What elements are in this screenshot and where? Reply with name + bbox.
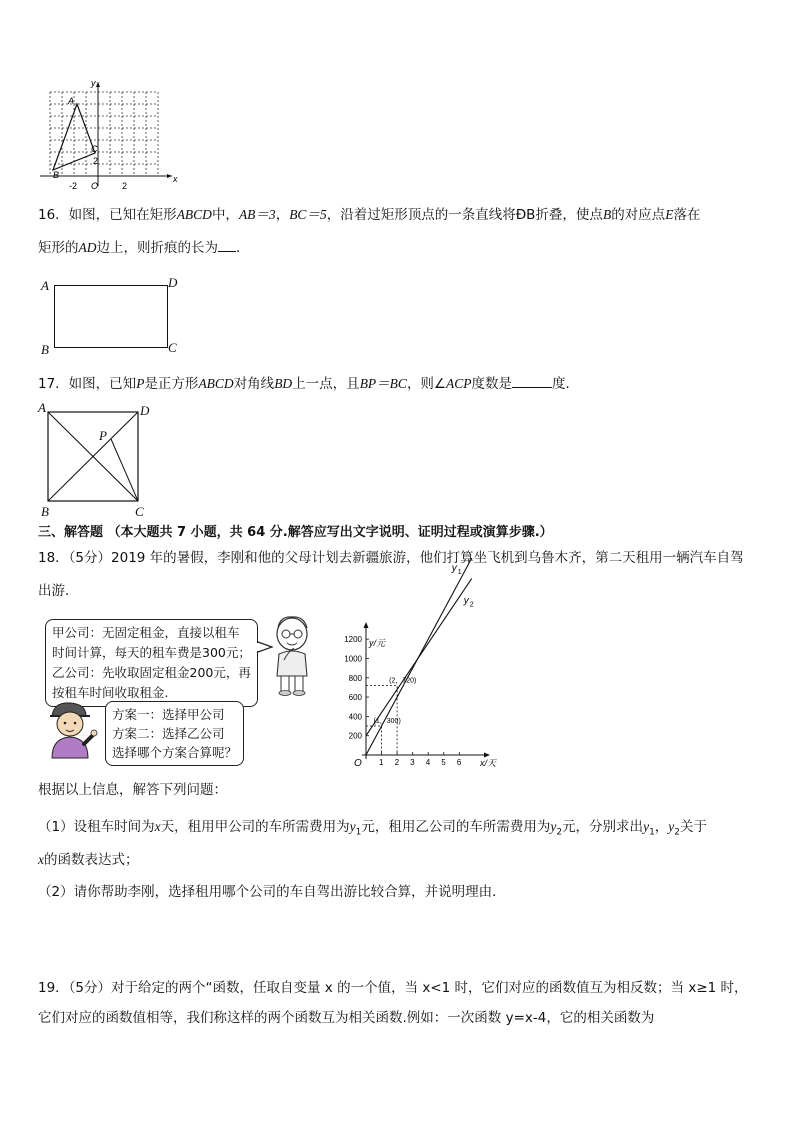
tick-2-x: 2 <box>122 181 128 191</box>
q16-answer-blank <box>218 237 236 252</box>
q16-label-b: B <box>41 342 49 357</box>
q16-line2: 矩形的AD边上，则折痕的长为 ． <box>38 237 250 258</box>
q16-label-c: C <box>168 340 177 355</box>
q16-rectangle-figure <box>54 285 168 348</box>
chart-y-arrow <box>364 622 369 628</box>
axis-x-label: x <box>173 174 178 184</box>
chart-y-tick-label: 600 <box>348 693 362 703</box>
q17-label-d: D <box>140 403 150 418</box>
chart-y-tick-label: 200 <box>348 731 362 741</box>
chart-series-y2 <box>366 578 472 735</box>
point-c-label: C <box>91 144 98 154</box>
chart-y-axis-label: y/元 <box>369 638 386 648</box>
chart-origin-label: O <box>354 758 362 769</box>
q16-line1: 16．如图，已知在矩形ABCD中，AB＝3，BC＝5，沿着过矩形顶点的一条直线将ÐB折叠，使点B的对应点E落在 <box>38 207 701 223</box>
bubble2-line: 方案二：选择乙公司 <box>112 726 225 741</box>
chart-series-label-y2: y <box>463 595 469 607</box>
q16-label-a: A <box>41 278 49 293</box>
chart-x-tick-label: 5 <box>441 758 446 767</box>
boy-cartoon-icon <box>46 700 98 760</box>
tick-2-y: 2 <box>93 156 99 166</box>
chart-y-tick-label: 1000 <box>344 654 362 664</box>
bubble1-line: 甲公司：无固定租金，直接以租车 <box>52 625 240 640</box>
q18-line2: 出游． <box>38 583 79 599</box>
section-3-heading: 三、解答题 （本大题共 7 小题，共 64 分.解答应写出文字说明、证明过程或演算步骤.） <box>38 525 553 540</box>
q18-prompt: 根据以上信息，解答下列问题： <box>38 782 227 798</box>
bubble1-line: 按租车时间收取租金. <box>52 685 169 700</box>
q17-label-c: C <box>135 504 144 519</box>
tick-neg2-x: -2 <box>69 181 78 191</box>
q18-part2: （2）请你帮助李刚，选择租用哪个公司的车自驾出游比较合算，并说明理由． <box>38 884 506 900</box>
q18-part1-line1: （1）设租车时间为x天，租用甲公司的车所需费用为$y_1$元，租用乙公司的车所需费用为$y_2$元，分别求出$y_1$，$y_2$关于 <box>38 819 708 838</box>
chart-series-sub-y1: 1 <box>457 569 462 577</box>
q15-grid-figure <box>36 78 182 192</box>
q18-bubble-companies <box>45 619 258 707</box>
q17-label-a: A <box>38 400 46 415</box>
chart-point-label: (2，720) <box>389 677 417 685</box>
chart-x-tick-label: 6 <box>456 758 462 767</box>
q18-cost-chart <box>330 563 497 770</box>
segment-pc <box>111 439 138 501</box>
chart-x-tick-label: 4 <box>425 758 431 767</box>
q18-part1-line2: x的函数表达式； <box>38 852 139 868</box>
chart-y-tick-label: 1200 <box>344 635 362 645</box>
q16-label-d: D <box>168 275 178 290</box>
bubble1-line: 乙公司：先收取固定租金200元，再 <box>52 665 251 680</box>
chart-x-tick-label: 2 <box>394 758 400 767</box>
axis-y-label: y <box>91 78 96 88</box>
chart-series-sub-y2: 2 <box>469 601 474 609</box>
bubble2-line: 方案一：选择甲公司 <box>112 707 225 722</box>
bubble1-line: 时间计算，每天的租车费是300元； <box>52 645 251 660</box>
point-b-label: B <box>53 170 60 180</box>
old-man-cartoon-icon <box>270 614 316 696</box>
q17-label-p: P <box>99 428 107 443</box>
point-a-label: A <box>68 96 75 106</box>
chart-y-tick-label: 800 <box>348 673 362 683</box>
q18-line1: 18．（5分）2019 年的暑假，李刚和他的父母计划去新疆旅游，他们打算坐飞机到乌鲁木齐，第二天租用一辆汽车自驾 <box>38 550 744 566</box>
chart-series-label-y1: y <box>451 563 457 575</box>
bubble2-line: 选择哪个方案合算呢？ <box>112 745 238 760</box>
chart-x-tick-label: 1 <box>379 758 384 767</box>
chart-x-axis-label: x/天 <box>480 758 497 768</box>
q17-line: 17．如图，已知P是正方形ABCD对角线BD上一点，且BP＝BC，则∠ACP度数是 度． <box>38 373 579 394</box>
origin-label: O <box>91 181 99 191</box>
chart-y-tick-label: 400 <box>348 712 362 722</box>
q17-answer-blank <box>512 373 552 388</box>
q18-bubble-plans <box>105 701 244 766</box>
q19-line2: 它们对应的函数值相等，我们称这样的两个函数互为相关函数.例如：一次函数 y=x-4，它的相关函数为 <box>38 1010 655 1026</box>
q17-label-b: B <box>41 504 49 519</box>
chart-x-tick-label: 3 <box>410 758 415 767</box>
chart-point-label: (1，300) <box>373 718 401 726</box>
chart-x-arrow <box>484 753 490 758</box>
q19-line1: 19．（5分）对于给定的两个“函数，任取自变量 x 的一个值，当 x<1 时，它们对应的函数值互为相反数；当 x≥1 时， <box>38 980 748 996</box>
